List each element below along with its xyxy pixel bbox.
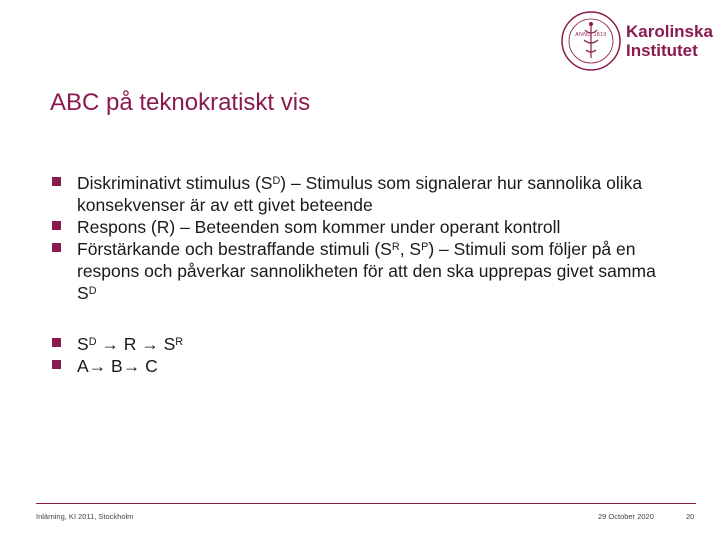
bullet-item bbox=[52, 355, 672, 377]
superscript: R bbox=[175, 336, 184, 349]
bullet-text: S bbox=[77, 334, 89, 354]
slide-title: ABC på teknokratiskt vis bbox=[50, 89, 311, 116]
bullet-item bbox=[52, 333, 672, 355]
bullet-text: Diskriminativt stimulus (S bbox=[77, 173, 273, 193]
logo-name-line2: Institutet bbox=[626, 41, 698, 60]
seal-icon bbox=[560, 10, 622, 72]
bullet-item bbox=[52, 172, 672, 216]
footer-date: 29 October 2020 bbox=[598, 512, 654, 521]
bullet-square-icon bbox=[52, 243, 61, 252]
seal-text: ANNO 1810 bbox=[575, 32, 607, 38]
footer-page-number: 20 bbox=[686, 512, 695, 521]
logo-wordmark bbox=[626, 22, 713, 60]
logo-name-line1: Karolinska bbox=[626, 22, 713, 41]
bullet-text: → R → S bbox=[96, 334, 176, 354]
bullet-item bbox=[52, 238, 672, 304]
bullet-text: , S bbox=[399, 239, 422, 259]
bullet-square-icon bbox=[52, 177, 61, 186]
karolinska-logo bbox=[560, 8, 713, 74]
bullet-text: Förstärkande och bestraffande stimuli (S bbox=[77, 239, 392, 259]
bullet-item bbox=[52, 216, 672, 238]
superscript: P bbox=[421, 241, 429, 254]
footer-divider bbox=[36, 503, 696, 504]
superscript: D bbox=[88, 285, 97, 298]
bullet-square-icon bbox=[52, 338, 61, 347]
superscript: R bbox=[391, 241, 400, 254]
bullet-text: ) – Stimuli som följer på en respons och påverkar sannolikheten för att den ska upprepas givet samma S bbox=[77, 239, 656, 303]
bullet-text: ) – Stimulus som signalerar hur sannolika olika konsekvenser är av ett givet beteende bbox=[77, 173, 643, 215]
spacer bbox=[52, 304, 672, 333]
bullet-square-icon bbox=[52, 360, 61, 369]
footer-course: Inlärning, KI 2011, Stockholm bbox=[36, 512, 134, 521]
superscript: D bbox=[88, 336, 97, 349]
bullet-square-icon bbox=[52, 221, 61, 230]
bullet-text: Respons (R) – Beteenden som kommer under operant kontroll bbox=[77, 217, 561, 237]
bullet-list bbox=[52, 172, 672, 377]
bullet-text: A→ B→ C bbox=[77, 356, 158, 376]
superscript: D bbox=[272, 175, 281, 188]
